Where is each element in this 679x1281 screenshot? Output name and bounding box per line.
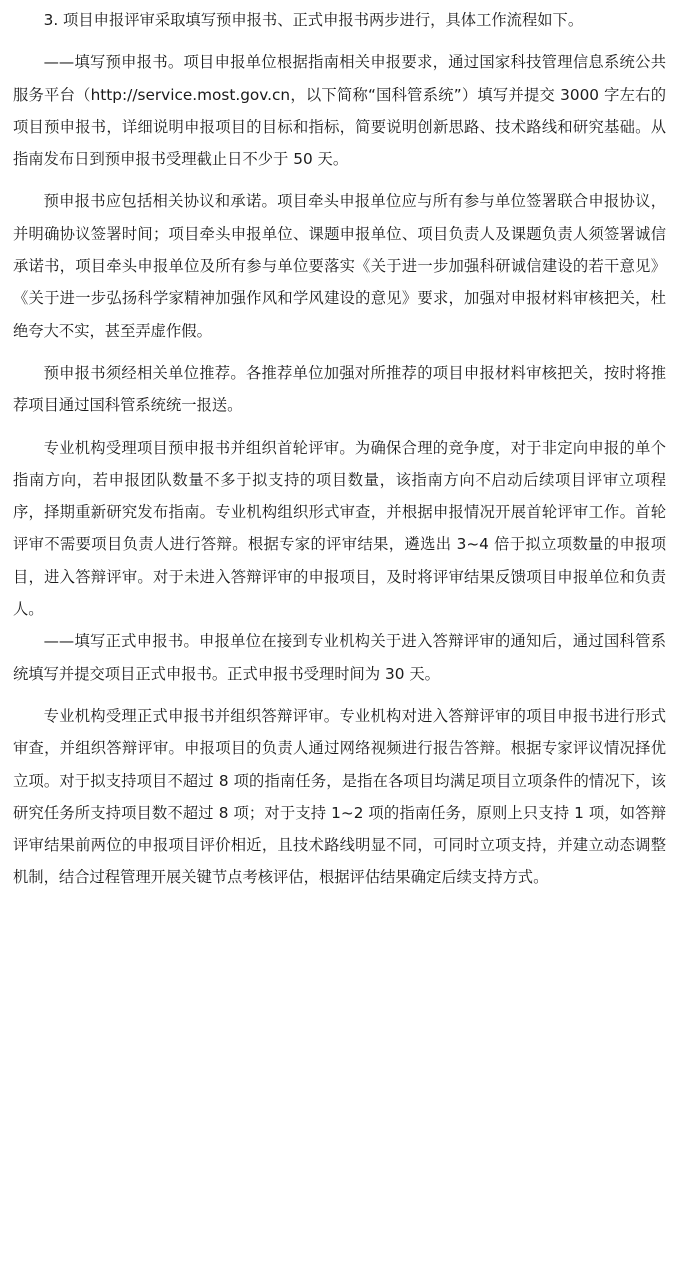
paragraph-recommendation: 预申报书须经相关单位推荐。各推荐单位加强对所推荐的项目申报材料审核把关，按时将推荐项目通过国科管系统统一报送。 [13,363,666,415]
paragraph-workflow-intro: 3. 项目申报评审采取填写预申报书、正式申报书两步进行，具体工作流程如下。 [43,11,584,29]
paragraph-first-round-review: 专业机构受理项目预申报书并组织首轮评审。为确保合理的竞争度，对于非定向申报的单个指南方向，若申报团队数量不多于拟支持的项目数量，该指南方向不启动后续项目评审立项程序，择期重新研究发布指南。专业机构组织形式审查，并根据申报情况开展首轮评审工作。首轮评审不需要项目负责人进行答辩。根据专家的评审结果，遴选出 3~4 倍于拟立项数量的申报项目，进入答辩评审。对于未进入答辩评审的申报项目，及时将评审结果反馈项目申报单位和负责人。 [13,438,666,619]
paragraph-agreements-commitments: 预申报书应包括相关协议和承诺。项目牵头申报单位应与所有参与单位签署联合申报协议，并明确协议签署时间；项目牵头申报单位、课题申报单位、项目负责人及课题负责人须签署诚信承诺书，项目牵头申报单位及所有参与单位要落实《关于进一步加强科研诚信建设的若干意见》《关于进一步弘扬科学家精神加强作风和学风建设的意见》要求，加强对申报材料审核把关，杜绝夸大不实，甚至弄虚作假。 [13,192,666,340]
paragraph-pre-application: ——填写预申报书。项目申报单位根据指南相关申报要求，通过国家科技管理信息系统公共服务平台（http://service.most.gov.cn，以下简称“国科管系统”）填写并提交 3000 字左右的项目预申报书，详细说明申报项目的目标和指标，简要说明创新思路、技术路线和研究基础。从指南发布日到预申报书受理截止日不少于 50 天。 [13,53,666,169]
paragraph-formal-application: ——填写正式申报书。申报单位在接到专业机构关于进入答辩评审的通知后，通过国科管系统填写并提交项目正式申报书。正式申报书受理时间为 30 天。 [13,632,666,683]
paragraph-defense-review: 专业机构受理正式申报书并组织答辩评审。专业机构对进入答辩评审的项目申报书进行形式审查，并组织答辩评审。申报项目的负责人通过网络视频进行报告答辩。根据专家评议情况择优立项。对于拟支持项目不超过 8 项的指南任务，是指在各项目均满足项目立项条件的情况下，该研究任务所支持项目数不超过 8 项；对于支持 1~2 项的指南任务，原则上只支持 1 项，如答辩评审结果前两位的申报项目评价相近，且技术路线明显不同，可同时立项支持，并建立动态调整机制，结合过程管理开展关键节点考核评估，根据评估结果确定后续支持方式。 [13,706,666,887]
